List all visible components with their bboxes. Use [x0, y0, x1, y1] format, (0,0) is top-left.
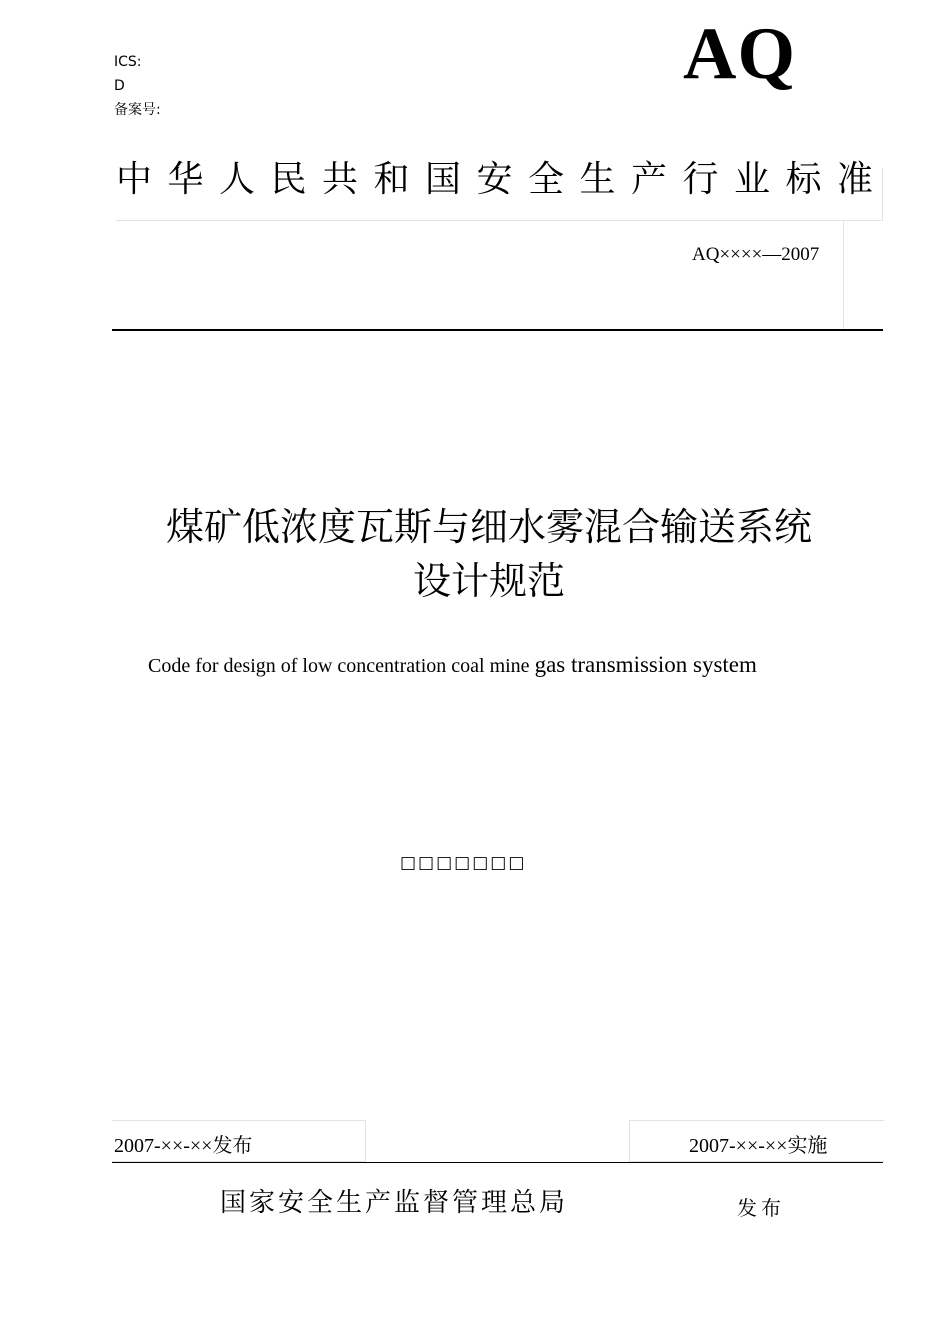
issuing-authority: 国家安全生产监督管理总局	[220, 1188, 569, 1218]
title-cn-line-2: 设计规范	[412, 559, 565, 603]
title-en-part-2: gas transmission system	[534, 652, 757, 677]
issuing-label: 发布	[737, 1196, 785, 1220]
bottom-divider	[112, 1162, 883, 1163]
filing-number-label: 备案号:	[114, 102, 161, 118]
classification-block	[114, 50, 161, 122]
ics-label: ICS:	[114, 54, 142, 70]
title-cn-line-1: 煤矿低浓度瓦斯与细水雾混合输送系统	[165, 505, 812, 549]
aq-logo: AQ	[683, 13, 796, 95]
document-title-cn	[0, 500, 950, 608]
draft-placeholder: □□□□□□□	[400, 853, 527, 873]
issue-date: 2007-××-××发布	[114, 1135, 253, 1157]
classification-code: D	[114, 78, 125, 94]
title-en-part-1: Code for design of low concentration coal mine	[148, 655, 535, 677]
header-frame-divider	[843, 220, 844, 330]
standard-number: AQ××××—2007	[692, 244, 820, 265]
standard-type-heading: 中华人民共和国安全生产行业标准	[116, 159, 889, 200]
document-title-en	[148, 652, 757, 678]
implementation-date: 2007-××-××实施	[689, 1135, 828, 1157]
top-divider	[112, 329, 883, 331]
